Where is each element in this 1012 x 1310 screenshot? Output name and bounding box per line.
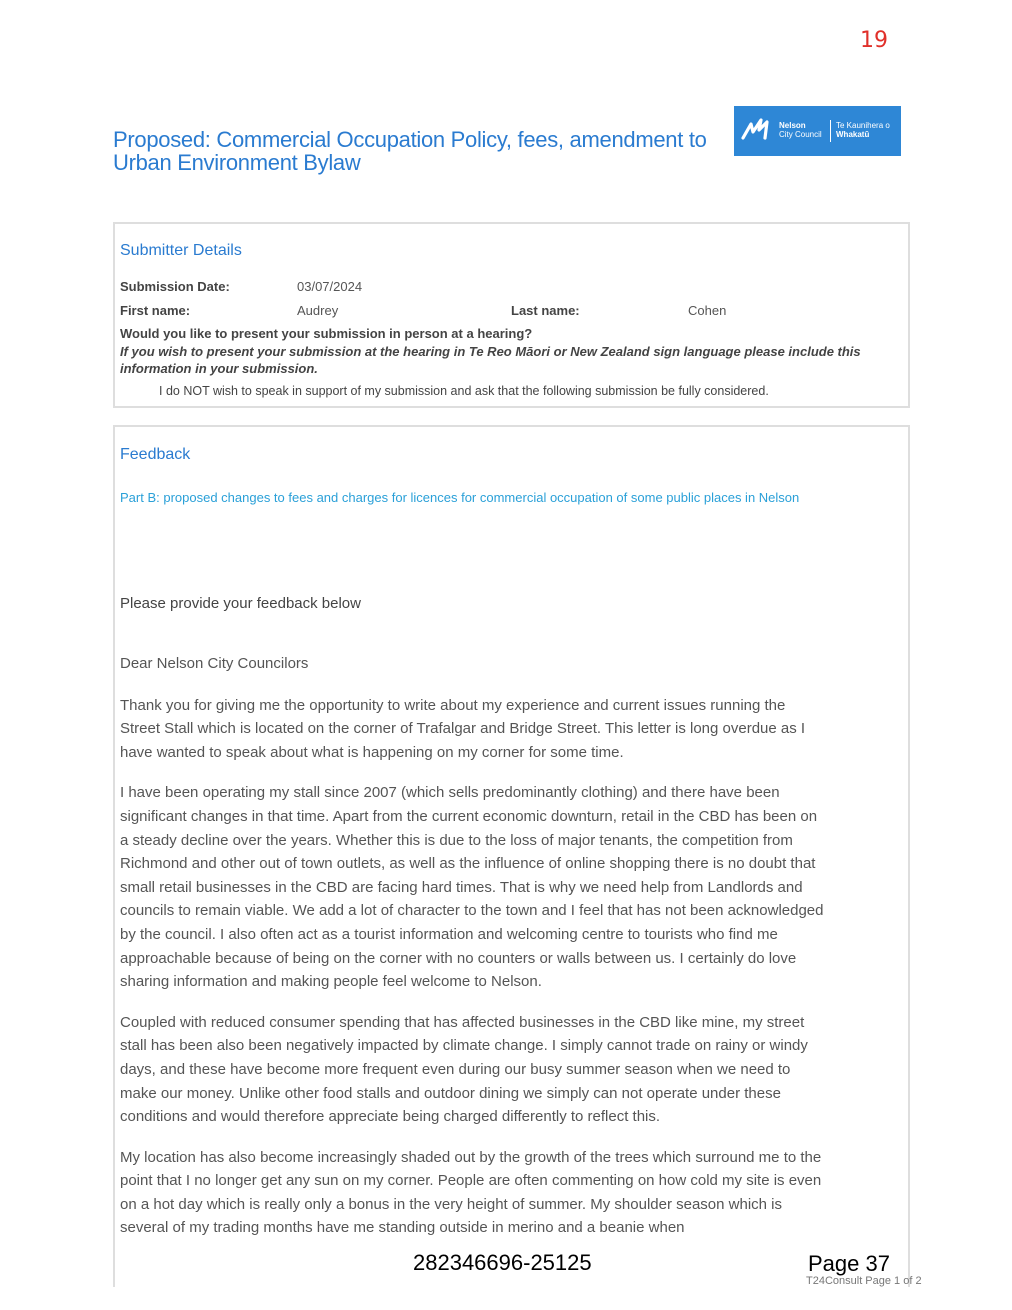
hearing-question: Would you like to present your submission in person at a hearing? bbox=[120, 326, 533, 341]
feedback-heading: Feedback bbox=[120, 446, 191, 463]
feedback-prompt: Please provide your feedback below bbox=[120, 595, 361, 612]
logo-maori-line2: Whakatū bbox=[836, 130, 870, 139]
submission-date-label: Submission Date: bbox=[120, 279, 230, 294]
last-name-value: Cohen bbox=[688, 303, 727, 318]
feedback-panel bbox=[113, 425, 910, 1287]
letter-paragraph: I have been operating my stall since 2007 (which sells predominantly clothing) and there have been significant changes in that time. Apart from the current economic downturn, retail in the CBD has been on a steady decline over the years. Whether this is due to the loss of major tenants, the competition from Richmond and other out of town outlets, as well as the influence of online shopping there is no doubt that small retail businesses in the CBD are facing hard times. That is why we need help from Landlords and councils to remain viable. We add a lot of character to the town and I feel that has not been acknowledged by the council. I also often act as a tourist information and welcoming centre to tourists who find me approachable because of being on the corner with no counters or walls between us. I certainly do love sharing information and making people feel welcome to Nelson. bbox=[120, 784, 824, 991]
last-name-label: Last name: bbox=[511, 303, 580, 318]
first-name-value: Audrey bbox=[297, 303, 339, 318]
page-label: Page 37 bbox=[808, 1251, 890, 1276]
submitter-details-heading: Submitter Details bbox=[120, 242, 242, 259]
document-id: 282346696-25125 bbox=[413, 1250, 592, 1275]
logo-maori-name bbox=[836, 121, 890, 139]
letter-paragraph: Coupled with reduced consumer spending that has affected businesses in the CBD like mine, my street stall has been also been negatively impacted by climate change. I simply cannot trade on rainy or windy days, and these have become more frequent even during our busy summer season when we need to make our money. Unlike other food stalls and outdoor dining we simply can not operate under these conditions and would therefore appreciate being charged differently to reflect this. bbox=[120, 1013, 808, 1126]
feedback-question: Part B: proposed changes to fees and charges for licences for commercial occupation of some public places in Nelson bbox=[120, 490, 800, 505]
page-number: 19 bbox=[860, 28, 888, 53]
letter-paragraph: Thank you for giving me the opportunity to write about my experience and current issues running the Street Stall which is located on the corner of Trafalgar and Bridge Street. This letter is long overdue as I have wanted to speak about what is happening on my corner for some time. bbox=[120, 696, 806, 761]
letter-salutation: Dear Nelson City Councilors bbox=[120, 655, 309, 672]
submitter-details-panel bbox=[113, 222, 910, 408]
hearing-answer: I do NOT wish to speak in support of my submission and ask that the following submission be fully considered. bbox=[159, 384, 769, 398]
logo-maori-line1: Te Kaunihera o bbox=[836, 121, 890, 130]
council-logo bbox=[734, 106, 901, 156]
logo-divider bbox=[830, 120, 831, 142]
submission-date-value: 03/07/2024 bbox=[297, 279, 363, 294]
page-title: Proposed: Commercial Occupation Policy, fees, amendment to Urban Environment Bylaw bbox=[113, 127, 707, 175]
source-footer: T24Consult Page 1 of 2 bbox=[806, 1275, 922, 1287]
first-name-label: First name: bbox=[120, 303, 191, 318]
hearing-language-note: If you wish to present your submission at the hearing in Te Reo Māori or New Zealand sign language please include this information in your submission. bbox=[120, 344, 861, 376]
logo-org-name bbox=[779, 121, 822, 139]
nelson-logo-mark-icon bbox=[741, 116, 775, 144]
feedback-letter bbox=[120, 652, 825, 1257]
logo-org-line2: City Council bbox=[779, 130, 822, 139]
letter-paragraph: My location has also become increasingly shaded out by the growth of the trees which surround me to the point that I no longer get any sun on my corner. People are often commenting on how cold my site is even on a hot day which is really only a bonus in the very height of summer. My shoulder season which is several of my trading months have me standing outside in merino and a beanie when bbox=[120, 1148, 822, 1237]
logo-org-line1: Nelson bbox=[779, 121, 806, 130]
